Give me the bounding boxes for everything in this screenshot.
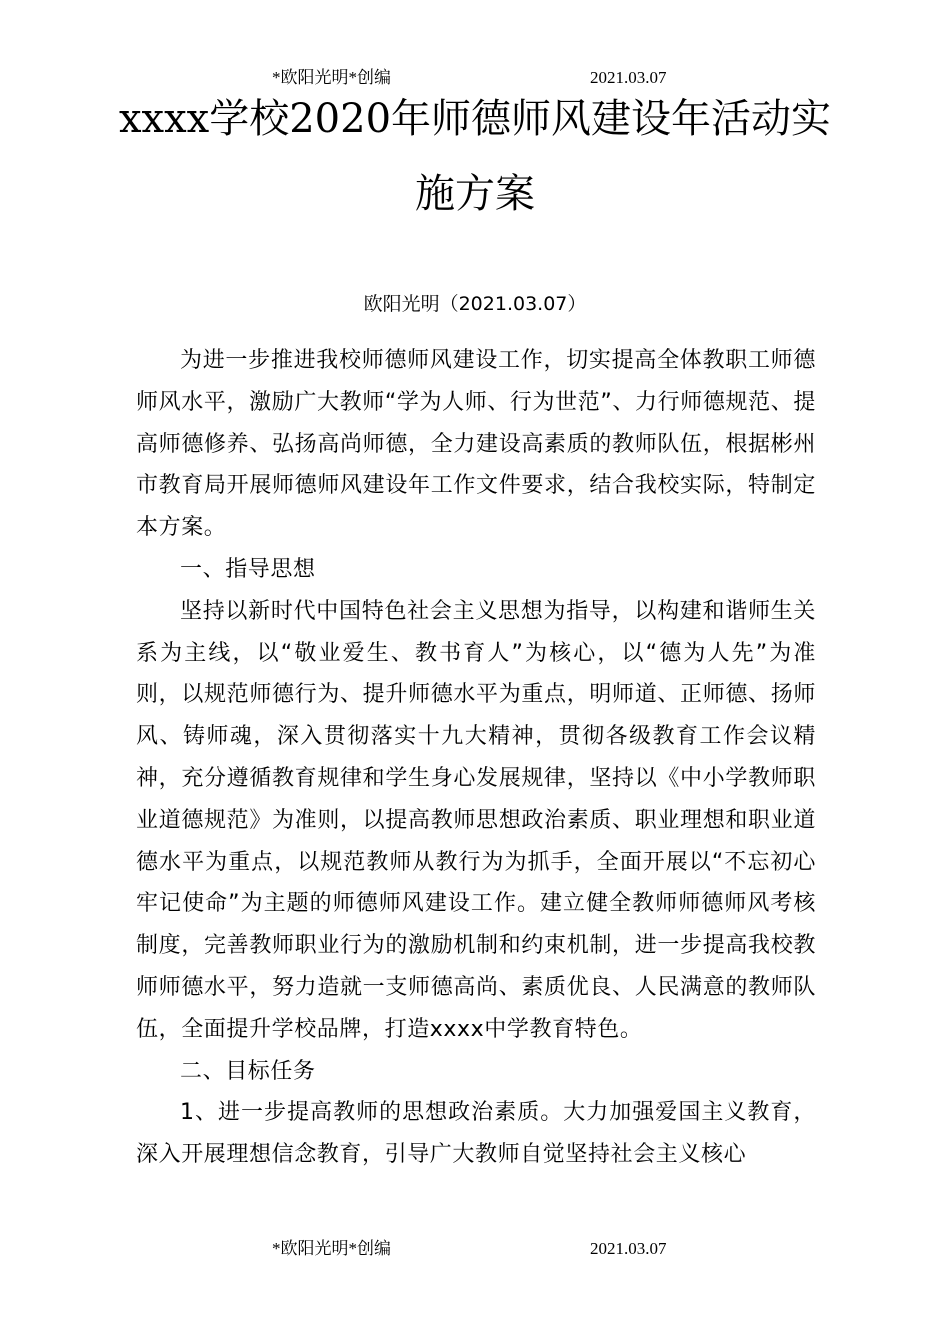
document-body [136, 340, 816, 1176]
paragraph-guiding-ideology: 坚持以新时代中国特色社会主义思想为指导，以构建和谐师生关系为主线，以“敬业爱生、教书育人”为核心，以“德为人先”为准则，以规范师德行为、提升师德水平为重点，明师道、正师德、扬师风、铸师魂，深入贯彻落实十九大精神，贯彻各级教育工作会议精神，充分遵循教育规律和学生身心发展规律，坚持以《中小学教师职业道德规范》为准则，以提高教师思想政治素质、职业理想和职业道德水平为重点，以规范教师从教行为为抓手，全面开展以“不忘初心牢记使命”为主题的师德师风建设工作。建立健全教师师德师风考核制度，完善教师职业行为的激励机制和约束机制，进一步提高我校教师师德水平，努力造就一支师德高尚、素质优良、人民满意的教师队伍，全面提升学校品牌，打造xxxx中学教育特色。 [136, 598, 816, 1042]
document-title: xxxx学校2020年师德师风建设年活动实施方案 [118, 96, 832, 217]
header-author: *欧阳光明*创编 [272, 68, 391, 87]
header-date: 2021.03.07 [590, 68, 667, 87]
footer-author: *欧阳光明*创编 [272, 1239, 391, 1258]
footer-date: 2021.03.07 [590, 1239, 667, 1258]
paragraph-task-1: 1、进一步提高教师的思想政治素质。大力加强爱国主义教育，深入开展理想信念教育，引导广大教师自觉坚持社会主义核心 [136, 1100, 816, 1168]
section-heading-2: 二、目标任务 [180, 1058, 316, 1084]
paragraph-intro: 为进一步推进我校师德师风建设工作，切实提高全体教职工师德师风水平，激励广大教师“学为人师、行为世范”、力行师德规范、提高师德修养、弘扬高尚师德，全力建设高素质的教师队伍，根据彬州市教育局开展师德师风建设年工作文件要求，结合我校实际，特制定本方案。 [136, 348, 816, 541]
page-footer [0, 1237, 950, 1261]
byline: 欧阳光明（2021.03.07） [363, 293, 587, 315]
section-heading-1: 一、指导思想 [180, 556, 316, 582]
